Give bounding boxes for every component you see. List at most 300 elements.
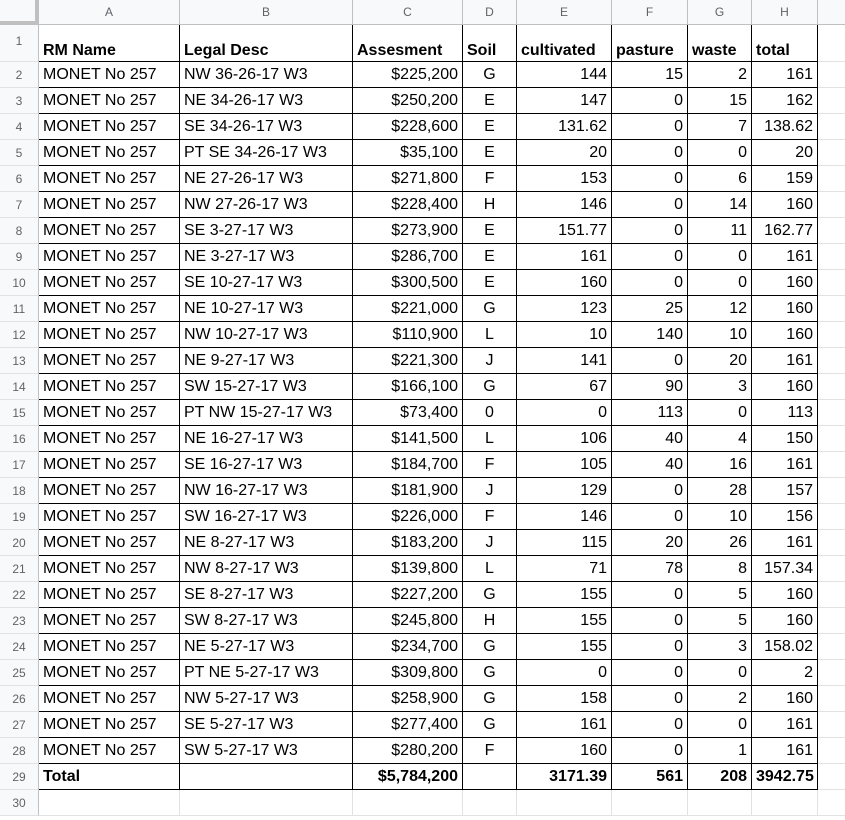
cell-d27[interactable]: G	[463, 712, 517, 738]
cell-e20[interactable]: 115	[517, 530, 612, 556]
cell-d5[interactable]: E	[463, 140, 517, 166]
cell-g19[interactable]: 10	[688, 504, 752, 530]
cell-h6[interactable]: 159	[752, 166, 818, 192]
row-header-22[interactable]: 22	[0, 582, 39, 608]
cell-d6[interactable]: F	[463, 166, 517, 192]
cell-g22[interactable]: 5	[688, 582, 752, 608]
cell-h20[interactable]: 161	[752, 530, 818, 556]
total-cell-h[interactable]: 3942.75	[752, 764, 818, 790]
cell-b6[interactable]: NE 27-26-17 W3	[180, 166, 353, 192]
cell-b15[interactable]: PT NW 15-27-17 W3	[180, 400, 353, 426]
cell-h15[interactable]: 113	[752, 400, 818, 426]
rm-name-cell[interactable]: MONET No 257	[39, 504, 180, 530]
cell-f2[interactable]: 15	[612, 62, 688, 88]
cell-f21[interactable]: 78	[612, 556, 688, 582]
cell-g10[interactable]: 0	[688, 270, 752, 296]
cell-d10[interactable]: E	[463, 270, 517, 296]
cell-d9[interactable]: E	[463, 244, 517, 270]
filler-cell	[818, 88, 845, 114]
cell-c22[interactable]: $227,200	[353, 582, 463, 608]
cell-e17[interactable]: 105	[517, 452, 612, 478]
cell-e6[interactable]: 153	[517, 166, 612, 192]
filler-cell	[818, 400, 845, 426]
column-header-b[interactable]: B	[180, 0, 353, 25]
cell-e23[interactable]: 155	[517, 608, 612, 634]
cell-e12[interactable]: 10	[517, 322, 612, 348]
cell-g7[interactable]: 14	[688, 192, 752, 218]
rm-name-cell[interactable]: MONET No 257	[39, 582, 180, 608]
cell-b25[interactable]: PT NE 5-27-17 W3	[180, 660, 353, 686]
cell-e21[interactable]: 71	[517, 556, 612, 582]
header-cell-assesment[interactable]: Assesment	[353, 25, 463, 62]
row-header-3[interactable]: 3	[0, 88, 39, 114]
cell-f22[interactable]: 0	[612, 582, 688, 608]
rm-name-cell[interactable]: MONET No 257	[39, 634, 180, 660]
row-header-12[interactable]: 12	[0, 322, 39, 348]
cell-d25[interactable]: G	[463, 660, 517, 686]
cell-f6[interactable]: 0	[612, 166, 688, 192]
filler-cell	[818, 348, 845, 374]
header-cell-pasture[interactable]: pasture	[612, 25, 688, 62]
cell-b5[interactable]: PT SE 34-26-17 W3	[180, 140, 353, 166]
filler-cell	[818, 374, 845, 400]
cell-c15[interactable]: $73,400	[353, 400, 463, 426]
cell-g28[interactable]: 1	[688, 738, 752, 764]
cell-g12[interactable]: 10	[688, 322, 752, 348]
cell-e22[interactable]: 155	[517, 582, 612, 608]
total-cell-c[interactable]: $5,784,200	[353, 764, 463, 790]
cell-c2[interactable]: $225,200	[353, 62, 463, 88]
filler-cell	[818, 530, 845, 556]
cell-f27[interactable]: 0	[612, 712, 688, 738]
cell-g21[interactable]: 8	[688, 556, 752, 582]
cell-b10[interactable]: SE 10-27-17 W3	[180, 270, 353, 296]
cell-b8[interactable]: SE 3-27-17 W3	[180, 218, 353, 244]
row-header-29[interactable]: 29	[0, 764, 39, 790]
rm-name-cell[interactable]: MONET No 257	[39, 88, 180, 114]
rm-name-cell[interactable]: MONET No 257	[39, 270, 180, 296]
column-header-a[interactable]: A	[39, 0, 180, 25]
rm-name-cell[interactable]: MONET No 257	[39, 452, 180, 478]
cell-h17[interactable]: 161	[752, 452, 818, 478]
rm-name-cell[interactable]: MONET No 257	[39, 348, 180, 374]
header-cell-legal-desc[interactable]: Legal Desc	[180, 25, 353, 62]
row-header-26[interactable]: 26	[0, 686, 39, 712]
cell-f15[interactable]: 113	[612, 400, 688, 426]
cell-e18[interactable]: 129	[517, 478, 612, 504]
cell-f11[interactable]: 25	[612, 296, 688, 322]
cell-f23[interactable]: 0	[612, 608, 688, 634]
total-cell-d[interactable]	[463, 764, 517, 790]
total-cell-b[interactable]	[180, 764, 353, 790]
rm-name-cell[interactable]: MONET No 257	[39, 686, 180, 712]
cell-f19[interactable]: 0	[612, 504, 688, 530]
row-header-20[interactable]: 20	[0, 530, 39, 556]
rm-name-cell[interactable]: MONET No 257	[39, 426, 180, 452]
cell-c27[interactable]: $277,400	[353, 712, 463, 738]
cell-g3[interactable]: 15	[688, 88, 752, 114]
cell-h7[interactable]: 160	[752, 192, 818, 218]
cell-f17[interactable]: 40	[612, 452, 688, 478]
column-header-d[interactable]: D	[463, 0, 517, 25]
cell-g27[interactable]: 0	[688, 712, 752, 738]
cell-b18[interactable]: NW 16-27-17 W3	[180, 478, 353, 504]
cell-h12[interactable]: 160	[752, 322, 818, 348]
cell-d18[interactable]: J	[463, 478, 517, 504]
column-header-f[interactable]: F	[612, 0, 688, 25]
rm-name-cell[interactable]: MONET No 257	[39, 374, 180, 400]
cell-c11[interactable]: $221,000	[353, 296, 463, 322]
cell-c24[interactable]: $234,700	[353, 634, 463, 660]
cell-h25[interactable]: 2	[752, 660, 818, 686]
cell-c26[interactable]: $258,900	[353, 686, 463, 712]
cell-c4[interactable]: $228,600	[353, 114, 463, 140]
cell-b2[interactable]: NW 36-26-17 W3	[180, 62, 353, 88]
cell-d23[interactable]: H	[463, 608, 517, 634]
cell-d26[interactable]: G	[463, 686, 517, 712]
cell-g20[interactable]: 26	[688, 530, 752, 556]
cell-d8[interactable]: E	[463, 218, 517, 244]
rm-name-cell[interactable]: MONET No 257	[39, 660, 180, 686]
cell-h24[interactable]: 158.02	[752, 634, 818, 660]
rm-name-cell[interactable]: MONET No 257	[39, 556, 180, 582]
cell-b9[interactable]: NE 3-27-17 W3	[180, 244, 353, 270]
row-header-13[interactable]: 13	[0, 348, 39, 374]
cell-e25[interactable]: 0	[517, 660, 612, 686]
row-header-1[interactable]: 1	[0, 25, 39, 62]
row-header-8[interactable]: 8	[0, 218, 39, 244]
select-all-corner[interactable]	[0, 0, 39, 25]
filler-cell	[818, 270, 845, 296]
rm-name-cell[interactable]: MONET No 257	[39, 62, 180, 88]
filler-cell	[818, 192, 845, 218]
cell-b21[interactable]: NW 8-27-17 W3	[180, 556, 353, 582]
cell-g26[interactable]: 2	[688, 686, 752, 712]
rm-name-cell[interactable]: MONET No 257	[39, 530, 180, 556]
row-header-5[interactable]: 5	[0, 140, 39, 166]
cell-d20[interactable]: J	[463, 530, 517, 556]
row-header-15[interactable]: 15	[0, 400, 39, 426]
cell-h21[interactable]: 157.34	[752, 556, 818, 582]
cell-h14[interactable]: 160	[752, 374, 818, 400]
filler-cell	[818, 634, 845, 660]
row-header-4[interactable]: 4	[0, 114, 39, 140]
filler-cell	[818, 686, 845, 712]
rm-name-cell[interactable]: MONET No 257	[39, 192, 180, 218]
cell-e27[interactable]: 161	[517, 712, 612, 738]
total-cell-e[interactable]: 3171.39	[517, 764, 612, 790]
filler-cell	[818, 764, 845, 790]
row-header-11[interactable]: 11	[0, 296, 39, 322]
cell-g9[interactable]: 0	[688, 244, 752, 270]
cell-c10[interactable]: $300,500	[353, 270, 463, 296]
column-header-c[interactable]: C	[353, 0, 463, 25]
cell-c3[interactable]: $250,200	[353, 88, 463, 114]
rm-name-cell[interactable]: MONET No 257	[39, 322, 180, 348]
row-header-19[interactable]: 19	[0, 504, 39, 530]
cell-h4[interactable]: 138.62	[752, 114, 818, 140]
cell-d2[interactable]: G	[463, 62, 517, 88]
cell-d12[interactable]: L	[463, 322, 517, 348]
cell-c13[interactable]: $221,300	[353, 348, 463, 374]
cell-b12[interactable]: NW 10-27-17 W3	[180, 322, 353, 348]
cell-b28[interactable]: SW 5-27-17 W3	[180, 738, 353, 764]
cell-b27[interactable]: SE 5-27-17 W3	[180, 712, 353, 738]
cell-h2[interactable]: 161	[752, 62, 818, 88]
cell-f26[interactable]: 0	[612, 686, 688, 712]
total-label-cell[interactable]: Total	[39, 764, 180, 790]
cell-h22[interactable]: 160	[752, 582, 818, 608]
cell-g8[interactable]: 11	[688, 218, 752, 244]
row-header-7[interactable]: 7	[0, 192, 39, 218]
cell-g16[interactable]: 4	[688, 426, 752, 452]
header-cell-total[interactable]: total	[752, 25, 818, 62]
header-cell-cultivated[interactable]: cultivated	[517, 25, 612, 62]
empty-cell-c30[interactable]	[353, 790, 463, 816]
filler-cell	[818, 296, 845, 322]
cell-c7[interactable]: $228,400	[353, 192, 463, 218]
filler-cell	[818, 712, 845, 738]
header-cell-waste[interactable]: waste	[688, 25, 752, 62]
rm-name-cell[interactable]: MONET No 257	[39, 114, 180, 140]
row-header-16[interactable]: 16	[0, 426, 39, 452]
row-header-10[interactable]: 10	[0, 270, 39, 296]
cell-e14[interactable]: 67	[517, 374, 612, 400]
cell-c12[interactable]: $110,900	[353, 322, 463, 348]
cell-f12[interactable]: 140	[612, 322, 688, 348]
cell-d16[interactable]: L	[463, 426, 517, 452]
cell-f4[interactable]: 0	[612, 114, 688, 140]
cell-c14[interactable]: $166,100	[353, 374, 463, 400]
cell-e11[interactable]: 123	[517, 296, 612, 322]
cell-h3[interactable]: 162	[752, 88, 818, 114]
cell-d11[interactable]: G	[463, 296, 517, 322]
row-header-6[interactable]: 6	[0, 166, 39, 192]
cell-d14[interactable]: G	[463, 374, 517, 400]
cell-g13[interactable]: 20	[688, 348, 752, 374]
cell-h10[interactable]: 160	[752, 270, 818, 296]
total-cell-f[interactable]: 561	[612, 764, 688, 790]
cell-g24[interactable]: 3	[688, 634, 752, 660]
cell-g11[interactable]: 12	[688, 296, 752, 322]
cell-e19[interactable]: 146	[517, 504, 612, 530]
cell-e16[interactable]: 106	[517, 426, 612, 452]
column-header-filler	[818, 0, 845, 25]
cell-c6[interactable]: $271,800	[353, 166, 463, 192]
cell-h19[interactable]: 156	[752, 504, 818, 530]
cell-d15[interactable]: 0	[463, 400, 517, 426]
cell-f14[interactable]: 90	[612, 374, 688, 400]
cell-e4[interactable]: 131.62	[517, 114, 612, 140]
cell-b17[interactable]: SE 16-27-17 W3	[180, 452, 353, 478]
row-header-14[interactable]: 14	[0, 374, 39, 400]
row-header-25[interactable]: 25	[0, 660, 39, 686]
empty-cell-f30[interactable]	[612, 790, 688, 816]
rm-name-cell[interactable]: MONET No 257	[39, 608, 180, 634]
cell-f7[interactable]: 0	[612, 192, 688, 218]
rm-name-cell[interactable]: MONET No 257	[39, 738, 180, 764]
cell-b23[interactable]: SW 8-27-17 W3	[180, 608, 353, 634]
cell-c9[interactable]: $286,700	[353, 244, 463, 270]
total-cell-g[interactable]: 208	[688, 764, 752, 790]
cell-e8[interactable]: 151.77	[517, 218, 612, 244]
rm-name-cell[interactable]: MONET No 257	[39, 166, 180, 192]
cell-h11[interactable]: 160	[752, 296, 818, 322]
filler-cell	[818, 504, 845, 530]
cell-e2[interactable]: 144	[517, 62, 612, 88]
cell-d7[interactable]: H	[463, 192, 517, 218]
cell-h18[interactable]: 157	[752, 478, 818, 504]
cell-b24[interactable]: NE 5-27-17 W3	[180, 634, 353, 660]
cell-g17[interactable]: 16	[688, 452, 752, 478]
rm-name-cell[interactable]: MONET No 257	[39, 244, 180, 270]
cell-b19[interactable]: SW 16-27-17 W3	[180, 504, 353, 530]
cell-f13[interactable]: 0	[612, 348, 688, 374]
cell-b4[interactable]: SE 34-26-17 W3	[180, 114, 353, 140]
cell-b16[interactable]: NE 16-27-17 W3	[180, 426, 353, 452]
column-header-h[interactable]: H	[752, 0, 818, 25]
cell-h5[interactable]: 20	[752, 140, 818, 166]
filler-cell	[818, 660, 845, 686]
cell-h28[interactable]: 161	[752, 738, 818, 764]
cell-g14[interactable]: 3	[688, 374, 752, 400]
cell-b7[interactable]: NW 27-26-17 W3	[180, 192, 353, 218]
cell-c8[interactable]: $273,900	[353, 218, 463, 244]
cell-b11[interactable]: NE 10-27-17 W3	[180, 296, 353, 322]
row-header-30[interactable]: 30	[0, 790, 39, 816]
filler-cell	[818, 426, 845, 452]
empty-cell-a30[interactable]	[39, 790, 180, 816]
cell-e9[interactable]: 161	[517, 244, 612, 270]
cell-c28[interactable]: $280,200	[353, 738, 463, 764]
cell-e3[interactable]: 147	[517, 88, 612, 114]
cell-f9[interactable]: 0	[612, 244, 688, 270]
cell-d21[interactable]: L	[463, 556, 517, 582]
cell-b20[interactable]: NE 8-27-17 W3	[180, 530, 353, 556]
cell-g15[interactable]: 0	[688, 400, 752, 426]
row-header-17[interactable]: 17	[0, 452, 39, 478]
cell-c5[interactable]: $35,100	[353, 140, 463, 166]
cell-d13[interactable]: J	[463, 348, 517, 374]
cell-b22[interactable]: SE 8-27-17 W3	[180, 582, 353, 608]
cell-f18[interactable]: 0	[612, 478, 688, 504]
column-header-g[interactable]: G	[688, 0, 752, 25]
cell-e5[interactable]: 20	[517, 140, 612, 166]
filler-cell	[818, 556, 845, 582]
cell-f10[interactable]: 0	[612, 270, 688, 296]
cell-g2[interactable]: 2	[688, 62, 752, 88]
cell-h26[interactable]: 160	[752, 686, 818, 712]
filler-cell	[818, 452, 845, 478]
cell-e7[interactable]: 146	[517, 192, 612, 218]
cell-c21[interactable]: $139,800	[353, 556, 463, 582]
cell-g4[interactable]: 7	[688, 114, 752, 140]
rm-name-cell[interactable]: MONET No 257	[39, 140, 180, 166]
cell-f16[interactable]: 40	[612, 426, 688, 452]
cell-c20[interactable]: $183,200	[353, 530, 463, 556]
cell-e24[interactable]: 155	[517, 634, 612, 660]
empty-cell-d30[interactable]	[463, 790, 517, 816]
cell-d17[interactable]: F	[463, 452, 517, 478]
cell-g23[interactable]: 5	[688, 608, 752, 634]
cell-e28[interactable]: 160	[517, 738, 612, 764]
cell-f3[interactable]: 0	[612, 88, 688, 114]
cell-d28[interactable]: F	[463, 738, 517, 764]
empty-cell-g30[interactable]	[688, 790, 752, 816]
cell-f8[interactable]: 0	[612, 218, 688, 244]
cell-h16[interactable]: 150	[752, 426, 818, 452]
row-header-24[interactable]: 24	[0, 634, 39, 660]
row-header-23[interactable]: 23	[0, 608, 39, 634]
cell-h27[interactable]: 161	[752, 712, 818, 738]
cell-f20[interactable]: 20	[612, 530, 688, 556]
cell-c16[interactable]: $141,500	[353, 426, 463, 452]
cell-c17[interactable]: $184,700	[353, 452, 463, 478]
empty-cell-b30[interactable]	[180, 790, 353, 816]
cell-g6[interactable]: 6	[688, 166, 752, 192]
cell-b14[interactable]: SW 15-27-17 W3	[180, 374, 353, 400]
row-header-21[interactable]: 21	[0, 556, 39, 582]
cell-c23[interactable]: $245,800	[353, 608, 463, 634]
row-header-18[interactable]: 18	[0, 478, 39, 504]
cell-h9[interactable]: 161	[752, 244, 818, 270]
cell-e15[interactable]: 0	[517, 400, 612, 426]
cell-f24[interactable]: 0	[612, 634, 688, 660]
filler-cell	[818, 114, 845, 140]
cell-b3[interactable]: NE 34-26-17 W3	[180, 88, 353, 114]
cell-e10[interactable]: 160	[517, 270, 612, 296]
cell-e13[interactable]: 141	[517, 348, 612, 374]
row-header-9[interactable]: 9	[0, 244, 39, 270]
cell-h13[interactable]: 161	[752, 348, 818, 374]
cell-d22[interactable]: G	[463, 582, 517, 608]
row-header-28[interactable]: 28	[0, 738, 39, 764]
row-header-27[interactable]: 27	[0, 712, 39, 738]
rm-name-cell[interactable]: MONET No 257	[39, 478, 180, 504]
cell-d19[interactable]: F	[463, 504, 517, 530]
cell-c18[interactable]: $181,900	[353, 478, 463, 504]
filler-cell	[818, 478, 845, 504]
rm-name-cell[interactable]: MONET No 257	[39, 296, 180, 322]
rm-name-cell[interactable]: MONET No 257	[39, 400, 180, 426]
cell-g5[interactable]: 0	[688, 140, 752, 166]
cell-f25[interactable]: 0	[612, 660, 688, 686]
cell-f5[interactable]: 0	[612, 140, 688, 166]
filler-cell	[818, 25, 845, 62]
header-cell-rm-name[interactable]: RM Name	[39, 25, 180, 62]
cell-g18[interactable]: 28	[688, 478, 752, 504]
empty-cell-h30[interactable]	[752, 790, 818, 816]
cell-c25[interactable]: $309,800	[353, 660, 463, 686]
rm-name-cell[interactable]: MONET No 257	[39, 218, 180, 244]
header-cell-soil[interactable]: Soil	[463, 25, 517, 62]
cell-h23[interactable]: 160	[752, 608, 818, 634]
cell-e26[interactable]: 158	[517, 686, 612, 712]
cell-g25[interactable]: 0	[688, 660, 752, 686]
rm-name-cell[interactable]: MONET No 257	[39, 712, 180, 738]
cell-h8[interactable]: 162.77	[752, 218, 818, 244]
cell-d3[interactable]: E	[463, 88, 517, 114]
cell-d4[interactable]: E	[463, 114, 517, 140]
row-header-2[interactable]: 2	[0, 62, 39, 88]
cell-f28[interactable]: 0	[612, 738, 688, 764]
cell-b26[interactable]: NW 5-27-17 W3	[180, 686, 353, 712]
column-header-e[interactable]: E	[517, 0, 612, 25]
empty-cell-e30[interactable]	[517, 790, 612, 816]
cell-d24[interactable]: G	[463, 634, 517, 660]
cell-c19[interactable]: $226,000	[353, 504, 463, 530]
cell-b13[interactable]: NE 9-27-17 W3	[180, 348, 353, 374]
